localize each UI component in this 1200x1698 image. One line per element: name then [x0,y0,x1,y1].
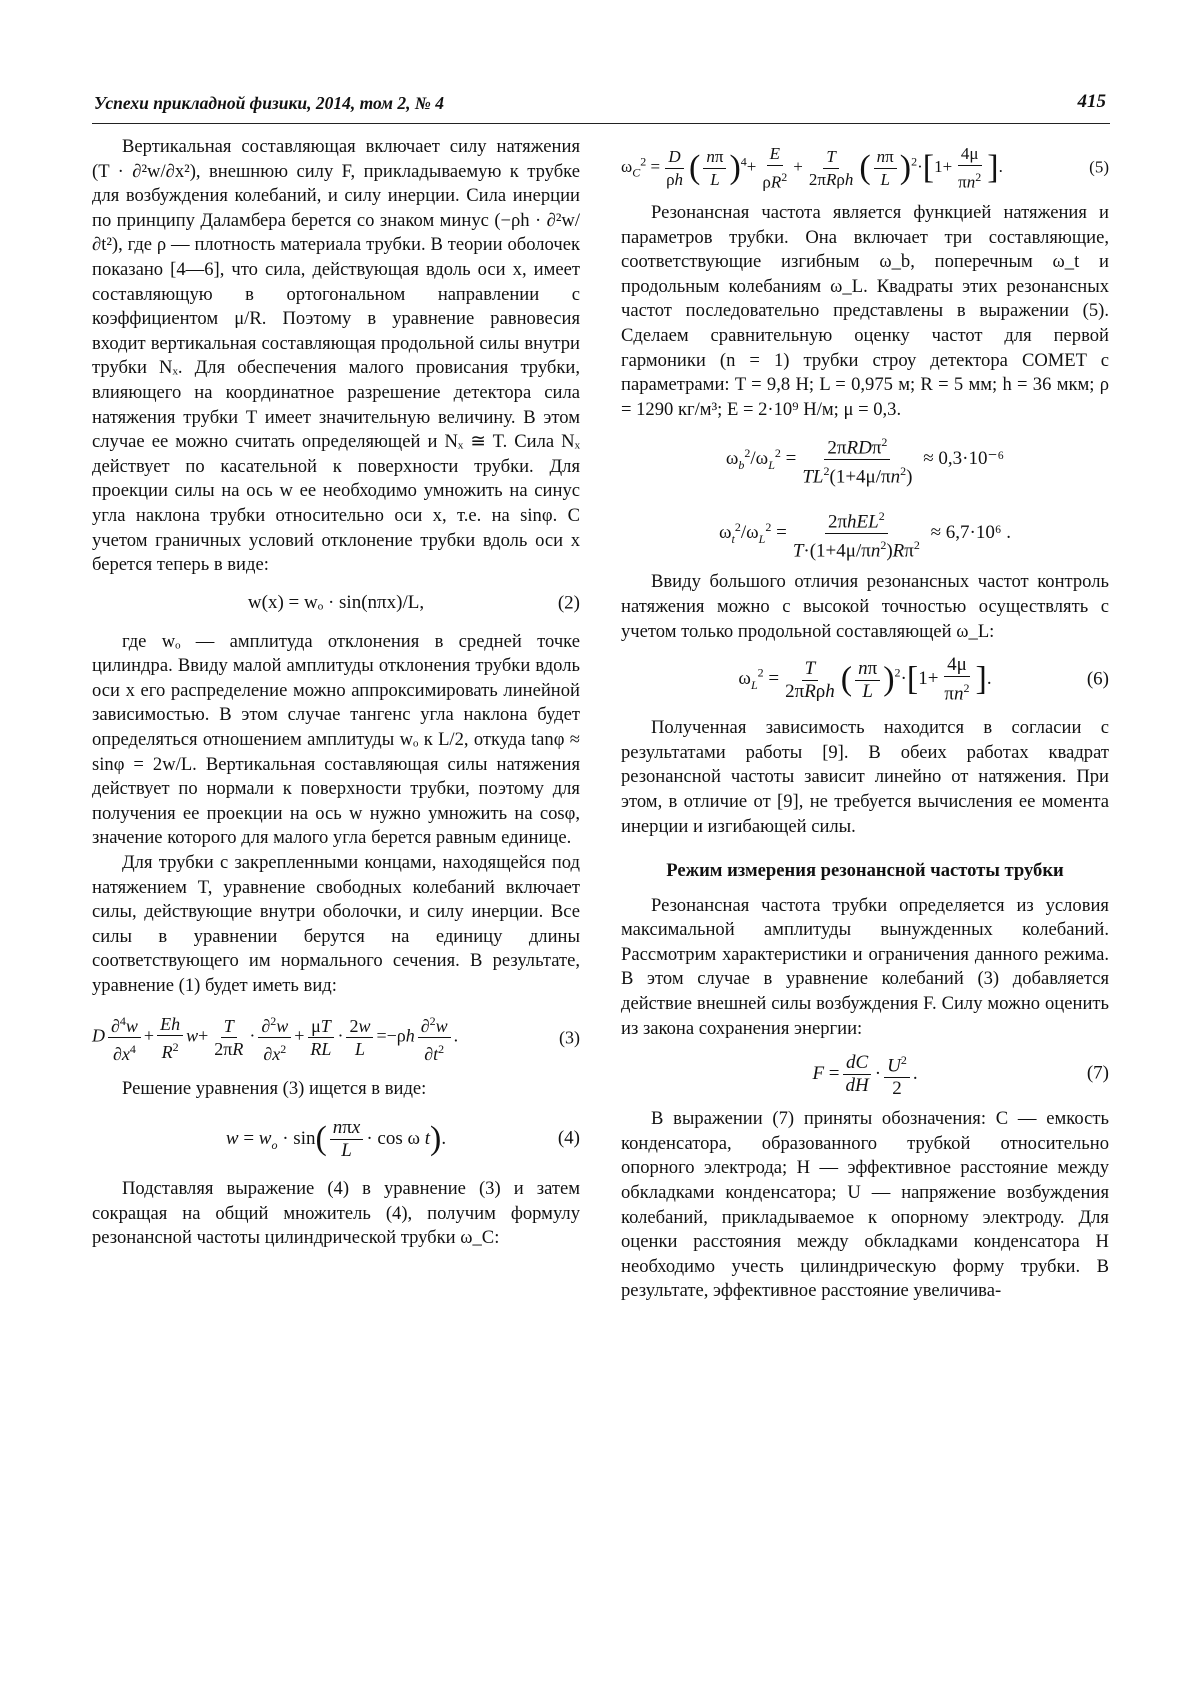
paragraph: где wₒ — амплитуда отклонения в средней точке цилиндра. Ввиду малой амплитуды отклонения трубки вдоль оси x его распределение можно аппроксимировать линейной зависимостью. В этом случае тангенс угла наклона будет определяться отношением амплитуды wₒ к L/2, откуда tanφ ≈ sinφ = 2w/L. Вертикальная составляющая силы натяжения действует по нормали к поверхности трубки, поэтому для получения ее проекции на ось w нужно умножить на cosφ, значение которого для малого угла берется равным единице. [92,630,580,849]
equation-ratio-t [621,496,1109,570]
paragraph: Полученная зависимость находится в согласии с результатами работы [9]. В обеих работах квадрат резонансной частоты зависит линейно от натяжения. При этом, в отличие от [9], не требуется вычисления ее момента инерции и изгибающей силы. [621,717,1109,837]
equation-number: (7) [1086,1062,1109,1084]
equation-body: $\omega_t^2/\omega_L^2$ = $\frac{2\pi hEL^2}{T\cdot(1+4\mu/\pi n^2)R\pi^2}$ ≈ 6,7·10⁶ . [719,505,1011,563]
equation-body: $\omega_C^2$ = $\frac{D}{\rho h}$ ( $\frac{n\pi}{L}$ )$^4$+ $\frac{E}{\rho R^2}$ + $\frac{T}{\text{2πRρh}}$ ( $\frac{n\pi}{L}$ )$^2$·[1+ $\frac{4\mu}{\pi n^2}$ ]. [621,143,1003,192]
paragraph: Ввиду большого отличия резонансных частот контроль натяжения можно с высокой точностью осуществлять с учетом только продольной составляющей ω_L: [621,571,1109,642]
equation-body: w(x) = wₒ · sin(nπx)/L, [247,592,425,614]
equation-number: (2) [557,592,580,614]
equation-number: (3) [559,1027,580,1048]
paragraph: Резонансная частота является функцией натяжения и параметров трубки. Она включает три составляющие, соответствующие изгибным ω_b, поперечным ω_t и продольным колебаниям ω_L. Квадраты этих резонансных частот последовательно представлены в выражении (5). Сделаем сравнительную оценку частот для первой гармоники (n = 1) трубки строу детектора COMET с параметрами: T = 9,8 Н; L = 0,975 м; R = 5 мм; h = 36 мкм; ρ = 1290 кг/м³; E = 2·10⁹ Н/м; μ = 0,3. [621,202,1109,420]
equation-2 [92,578,580,630]
paragraph: Подставляя выражение (4) в уравнение (3) и затем сокращая на общий множитель (4), получим формулу резонансной частоты цилиндрической трубки ω_C: [92,1178,580,1249]
equation-number: (6) [1086,668,1109,690]
equation-4 [92,1101,580,1177]
ratio-t-value: ≈ 6,7·10⁶ . [930,521,1011,543]
section-title: Режим измерения резонансной частоты трубки [666,860,1064,882]
paragraph: В выражении (7) приняты обозначения: C — емкость конденсатора, образованного трубкой относительно опорного электрода; H — эффективное расстояние между обкладками конденсатора; U — напряжение возбуждения колебаний, прикладываемое к опорному электроду. Для оценки расстояния между обкладками конденсатора H необходимо учесть цилиндрическую форму трубки. В результате, эффективное расстояние увеличива- [621,1108,1109,1302]
equation-body: $w = w_o \cdot \sin$( $\frac{\text{nπx}}{L}$ · cos ω t). [225,1116,447,1161]
equation-number: (5) [1089,157,1109,177]
paragraph: Вертикальная составляющая включает силу натяжения (T · ∂²w/∂x²), внешнюю силу F, прикладываемую к трубке для возбуждения колебаний, и силу инерции. Сила инерции по принципу Даламбера берется со знаком минус (−ρh · ∂²w/∂t²), где ρ — плотность материала трубки. В теории оболочек показано [4—6], что сила, действующая вдоль оси x, имеет составляющую в ортогональном направлении с коэффициентом μ/R. Поэтому в уравнение равновесия входит вертикальная составляющая продольной силы внутри трубки Nₓ. Для обеспечения малого провисания трубки, влияющего на координатное разрешение детектора сила натяжения трубки T имеет значительную величину. В этом случае ее можно считать определяющей и Nₓ ≅ T. Сила Nₓ действует по касательной к поверхности трубки. Для проекции силы на ось w ее необходимо умножить на синус угла наклона трубки относительно оси x, т.е. на sinφ. С учетом граничных условий отклонение трубки вдоль оси x берется теперь в виде: [92,136,580,576]
equation-number: (4) [557,1127,580,1149]
right-column [621,135,1109,1304]
journal-title: Успехи прикладной физики, 2014, том 2, № 4 [94,93,445,113]
equation-body: F = $\frac{dC}{dH}$ · $\frac{U^2}{2}$ . [812,1049,917,1100]
paragraph: Решение уравнения (3) ищется в виде: [122,1077,427,1099]
equation-body: $\omega_L^2$ = $\frac{T}{\text{2πRρh}}$ ( $\frac{n\pi}{L}$ )$^2$·[1+ $\frac{4\mu}{\pi n^2}$ ]. [738,654,992,705]
page-number: 415 [1077,91,1106,112]
equation-5 [621,135,1109,201]
equation-body: D $\frac{\partial^4w}{\partial x^4}$ + $\frac{Eh}{R^2}$ w+ $\frac{T}{2\pi R}$ · $\frac{\partial^2w}{\partial x^2}$ + $\frac{\mu T}{RL}$ · $\frac{2w}{L}$ =−ρh $\frac{\partial^2w}{\partial t^2}$ . [92,1010,458,1065]
page-header [92,83,1110,124]
ratio-b-value: ≈ 0,3·10⁻⁶ [923,447,1005,469]
paragraph: Резонансная частота трубки определяется из условия максимальной амплитуды вынужденных колебаний. Рассмотрим характеристики и ограничения данного режима. В этом случае в уравнение колебаний (3) добавляется действие внешней силы возбуждения F. Силу можно оценить из закона сохранения энергии: [621,894,1109,1039]
equation-ratio-b [621,422,1109,496]
equation-body: $\omega_b^2/\omega_L^2$ = $\frac{2\pi RD\pi^2}{TL^2(1+4\mu/\pi n^2)}$ ≈ 0,3·10⁻⁶ [726,431,1004,489]
equation-6 [621,644,1109,716]
paragraph: Для трубки с закрепленными концами, находящейся под натяжением T, уравнение свободных колебаний включает силы, действующие внутри оболочки, и силу инерции. Все силы в уравнении берутся на единицу длины соответствующего им нормального сечения. В результате, уравнение (1) будет иметь вид: [92,852,580,996]
equation-3 [92,999,580,1077]
left-column [92,135,580,1251]
equation-7 [621,1041,1109,1107]
